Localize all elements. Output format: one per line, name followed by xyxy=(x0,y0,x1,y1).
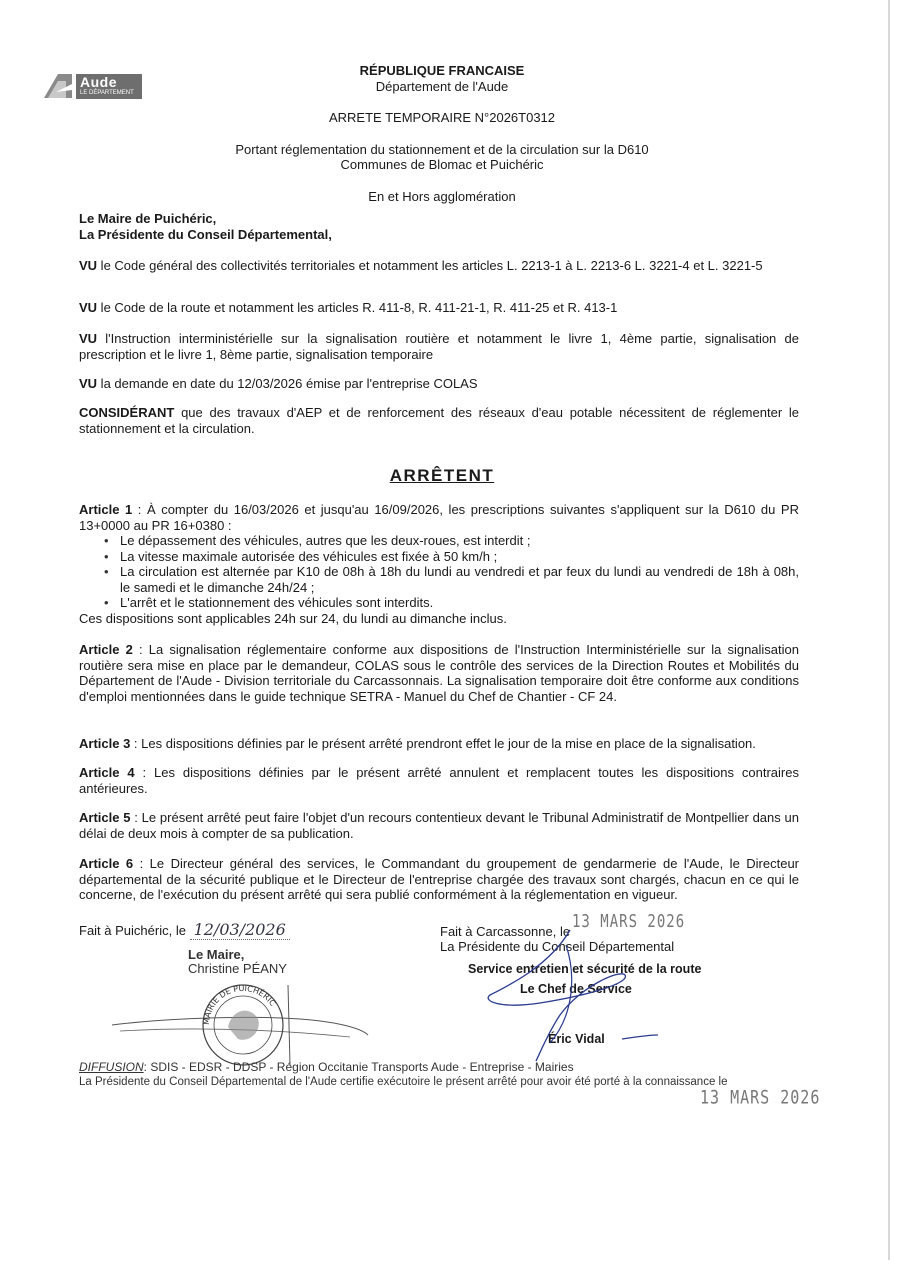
republic-heading: RÉPUBLIQUE FRANCAISE xyxy=(359,63,525,78)
president-signature-icon xyxy=(480,925,660,1065)
decree-scope: En et Hors agglomération xyxy=(368,189,516,204)
authority-mayor: Le Maire de Puichéric, xyxy=(79,211,217,226)
mayor-signature-seal-icon xyxy=(100,975,380,1070)
diffusion-label: DIFFUSION xyxy=(79,1060,144,1074)
article-text: : Les dispositions définies par le présent arrêté annulent et remplacent toutes les dispositions contraires antérieures. xyxy=(79,765,799,796)
article-text: : La signalisation réglementaire conforme aux dispositions de l'Instruction Interministérielle sur la signalisation routière sera mise en place par le demandeur, COLAS sous le contrôle des services de la Direction Routes et Mobilités du Département de l'Aude - Division territoriale du Carcassonnais. La signalisation temporaire doit être conforme aux conditions d'emploi mentionnées dans le guide technique SETRA - Manuel du Chef de Chantier - CF 24. xyxy=(79,642,799,704)
article-text: : Le Directeur général des services, le Commandant du groupement de gendarmerie de l'Aude, le Directeur départemental de la sécurité publique et le Directeur de l'entreprise chargée des travaux sont chargés, chacun en ce qui le concerne, de l'exécution du présent arrêté qui sera publié conformément à la réglementation en vigueur. xyxy=(79,856,799,902)
logo-name: Aude xyxy=(80,74,117,90)
list-item: • Le dépassement des véhicules, autres que les deux-roues, est interdit ; xyxy=(104,533,799,549)
considerant-text: que des travaux d'AEP et de renforcement des réseaux d'eau potable nécessitent de réglementer le stationnement et la circulation. xyxy=(79,405,799,436)
article-label: Article 6 xyxy=(79,856,134,871)
authorities xyxy=(79,211,799,242)
department-heading: Département de l'Aude xyxy=(375,79,509,94)
left-date-handwritten: 12/03/2026 xyxy=(190,920,290,940)
list-item: • L'arrêt et le stationnement des véhicules sont interdits. xyxy=(104,595,799,611)
signature-left-fait xyxy=(79,920,290,939)
article-5 xyxy=(79,810,799,841)
visa-2 xyxy=(79,300,799,316)
logo-subtitle: LE DÉPARTEMENT xyxy=(80,90,134,96)
article-label: Article 3 xyxy=(79,736,131,751)
visa-prefix: VU xyxy=(79,258,98,273)
article-1 xyxy=(79,502,799,626)
right-date-stamp: 13 MARS 2026 xyxy=(572,912,686,932)
article-label: Article 1 xyxy=(79,502,133,517)
article-label: Article 2 xyxy=(79,642,133,657)
visa-text: la demande en date du 12/03/2026 émise par l'entreprise COLAS xyxy=(97,376,478,391)
article-label: Article 4 xyxy=(79,765,135,780)
diffusion-text: : SDIS - EDSR - DDSP - Région Occitanie Transports Aude - Entreprise - Mairies xyxy=(143,1060,574,1074)
visa-3 xyxy=(79,331,799,362)
left-fait-text: Fait à Puichéric, le xyxy=(79,923,186,938)
visa-prefix: VU xyxy=(79,376,98,391)
visa-text: l'Instruction interministérielle sur la signalisation routière et notamment le livre 1, 4ème partie, signalisation de prescription et le livre 1, 8ème partie, signalisation temporaire xyxy=(79,331,799,362)
article-3 xyxy=(79,736,799,752)
mayor-block xyxy=(188,948,287,976)
seal-text: MAIRIE DE PUICHÉRIC xyxy=(201,983,278,1026)
service-name: Service entretien et sécurité de la route xyxy=(468,962,702,976)
visa-prefix: VU xyxy=(79,331,98,346)
decree-number: ARRETE TEMPORAIRE N°2026T0312 xyxy=(328,110,556,125)
article-6 xyxy=(79,856,799,903)
president-title: La Présidente du Conseil Départemental xyxy=(440,939,675,954)
visa-1 xyxy=(79,258,799,274)
mayor-title: Le Maire, xyxy=(188,947,245,962)
signer-name: Éric Vidal xyxy=(548,1032,605,1046)
visa-prefix: VU xyxy=(79,300,98,315)
certification-date-stamp: 13 MARS 2026 xyxy=(700,1086,821,1109)
decree-subject-line1: Portant réglementation du stationnement et de la circulation sur la D610 xyxy=(235,142,649,157)
article-text: : À compter du 16/03/2026 et jusqu'au 16/09/2026, les prescriptions suivantes s'appliquent sur la D610 du PR 13+0000 au PR 16+0380 : xyxy=(79,502,799,533)
article-text: : Les dispositions définies par le présent arrêté prendront effet le jour de la mise en place de la signalisation. xyxy=(130,736,756,751)
list-item: • La circulation est alternée par K10 de 08h à 18h du lundi au vendredi et par feux du lundi au vendredi de 18h à 08h, le samedi et le dimanche 24h/24 ; xyxy=(104,564,799,595)
article-1-outro: Ces dispositions sont applicables 24h sur 24, du lundi au dimanche inclus. xyxy=(79,610,507,626)
page-edge-shadow xyxy=(888,0,890,1260)
diffusion-line xyxy=(79,1060,574,1074)
arretent-heading: ARRÊTENT xyxy=(389,466,495,485)
authority-president: La Présidente du Conseil Départemental, xyxy=(79,226,332,242)
mayor-name: Christine PÉANY xyxy=(188,961,287,976)
certification-line: La Présidente du Conseil Départemental de l'Aude certifie exécutoire le présent arrêté pour avoir été porté à la connaissance le xyxy=(79,1076,728,1088)
list-item: • La vitesse maximale autorisée des véhicules est fixée à 50 km/h ; xyxy=(104,549,799,565)
decree-subject-line2: Communes de Blomac et Puichéric xyxy=(340,157,544,172)
article-label: Article 5 xyxy=(79,810,131,825)
visa-text: le Code général des collectivités territoriales et notamment les articles L. 2213-1 à L. 2213-6 L. 3221-4 et L. 3221-5 xyxy=(97,258,763,273)
article-4 xyxy=(79,765,799,796)
considerant xyxy=(79,405,799,436)
right-fait-text: Fait à Carcassonne, le xyxy=(440,924,571,939)
article-1-prescriptions xyxy=(79,533,799,611)
visa-4 xyxy=(79,376,799,392)
visa-text: le Code de la route et notamment les articles R. 411-8, R. 411-21-1, R. 411-25 et R. 413-1 xyxy=(97,300,618,315)
chef-title: Le Chef de Service xyxy=(520,982,632,996)
considerant-prefix: CONSIDÉRANT xyxy=(79,405,175,420)
article-text: : Le présent arrêté peut faire l'objet d'un recours contentieux devant le Tribunal Administratif de Montpellier dans un délai de deux mois à compter de sa publication. xyxy=(79,810,799,841)
article-2 xyxy=(79,642,799,704)
